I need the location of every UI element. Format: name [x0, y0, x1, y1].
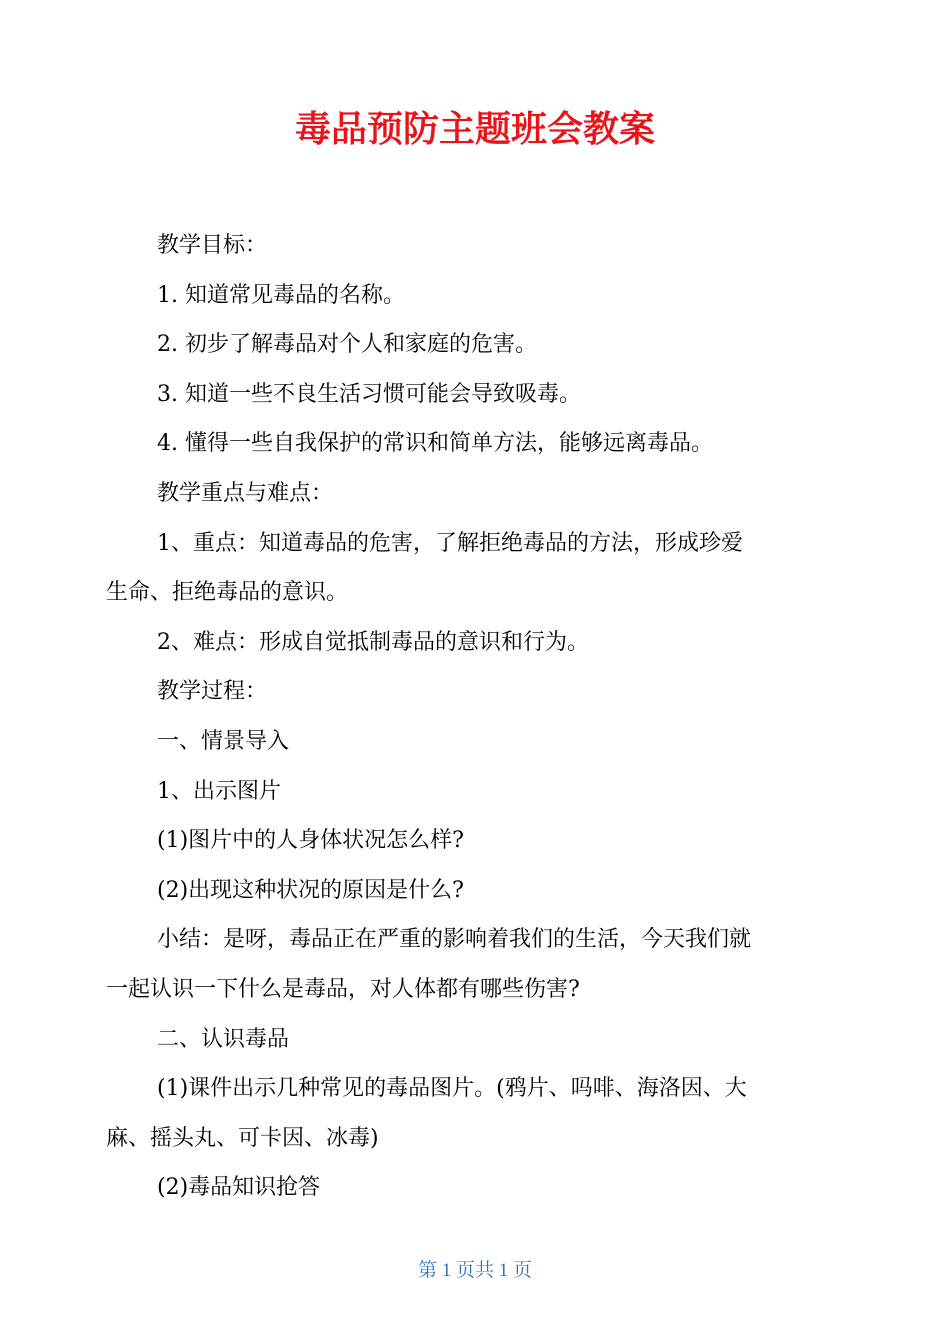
paragraph: 1. 知道常见毒品的名称。	[157, 282, 405, 308]
paragraph: 一起认识一下什么是毒品，对人体都有哪些伤害?	[106, 976, 580, 1002]
paragraph: 二、认识毒品	[157, 1026, 290, 1052]
paragraph: (2)出现这种状况的原因是什么?	[157, 877, 464, 903]
paragraph: 1、重点：知道毒品的危害，了解拒绝毒品的方法，形成珍爱	[157, 530, 743, 556]
paragraph: 2. 初步了解毒品对个人和家庭的危害。	[157, 332, 537, 358]
paragraph: 教学重点与难点：	[157, 480, 334, 506]
paragraph: 3. 知道一些不良生活习惯可能会导致吸毒。	[157, 381, 581, 407]
document-title: 毒品预防主题班会教案	[294, 109, 655, 150]
paragraph: 一、情景导入	[157, 728, 290, 754]
paragraph: 4. 懂得一些自我保护的常识和简单方法，能够远离毒品。	[157, 431, 713, 457]
paragraph: 小结：是呀，毒品正在严重的影响着我们的生活，今天我们就	[157, 927, 752, 953]
page-footer: 第 1 页共 1 页	[417, 1260, 532, 1281]
paragraph: (1)图片中的人身体状况怎么样?	[157, 828, 464, 854]
paragraph: 1、出示图片	[157, 778, 281, 804]
document-body	[106, 221, 830, 1213]
paragraph: 教学过程：	[157, 679, 268, 705]
paragraph: 麻、摇头丸、可卡因、冰毒)	[106, 1125, 379, 1151]
paragraph: 教学目标：	[157, 233, 268, 258]
paragraph: 生命、拒绝毒品的意识。	[106, 580, 349, 606]
paragraph: 2、难点：形成自觉抵制毒品的意识和行为。	[157, 629, 589, 655]
paragraph: (1)课件出示几种常见的毒品图片。(鸦片、吗啡、海洛因、大	[157, 1076, 747, 1102]
paragraph: (2)毒品知识抢答	[157, 1175, 321, 1201]
